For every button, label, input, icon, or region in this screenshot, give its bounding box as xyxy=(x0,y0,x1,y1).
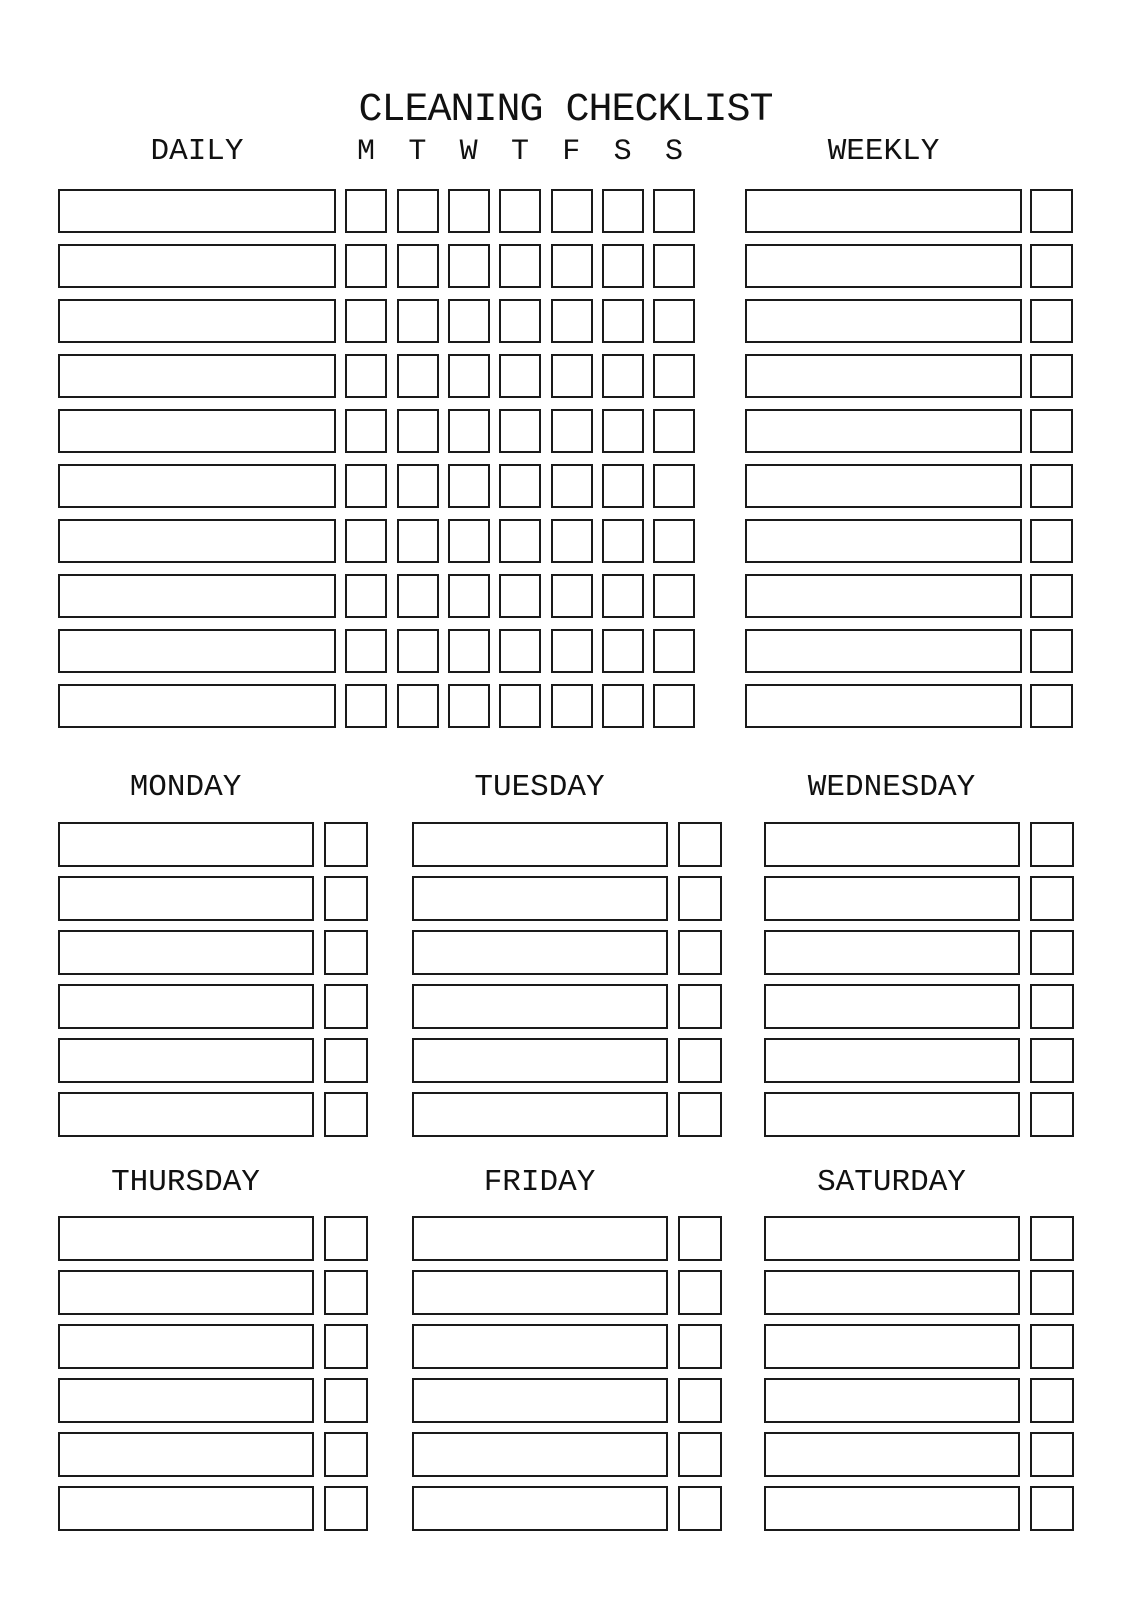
daily-checkbox[interactable] xyxy=(551,244,593,288)
daily-checkbox[interactable] xyxy=(448,354,490,398)
daily-checkbox[interactable] xyxy=(397,684,439,728)
weekly-task-input-box[interactable] xyxy=(745,684,1022,728)
daily-checkbox[interactable] xyxy=(345,519,387,563)
daily-checkbox[interactable] xyxy=(499,629,541,673)
friday-checkbox[interactable] xyxy=(678,1378,722,1423)
thursday-task-input-box[interactable] xyxy=(58,1216,314,1261)
monday-task-row xyxy=(58,1092,368,1137)
day-letter-tuesday: T xyxy=(408,135,427,169)
daily-checkbox[interactable] xyxy=(551,189,593,233)
monday-task-input-box[interactable] xyxy=(58,930,314,975)
daily-checkbox[interactable] xyxy=(448,299,490,343)
daily-checkbox[interactable] xyxy=(653,464,695,508)
wednesday-task-row xyxy=(764,1092,1074,1137)
daily-checkbox[interactable] xyxy=(602,629,644,673)
saturday-task-row xyxy=(764,1270,1074,1315)
wednesday-checkbox[interactable] xyxy=(1030,1038,1074,1083)
tuesday-task-row xyxy=(412,1092,722,1137)
saturday-task-input-box[interactable] xyxy=(764,1432,1020,1477)
daily-checkbox[interactable] xyxy=(499,354,541,398)
wednesday-task-row xyxy=(764,1038,1074,1083)
monday-task-input-box[interactable] xyxy=(58,876,314,921)
saturday-task-input-box[interactable] xyxy=(764,1324,1020,1369)
friday-task-row xyxy=(412,1432,722,1477)
weekly-task-row xyxy=(745,464,1073,508)
friday-task-row xyxy=(412,1378,722,1423)
daily-checkbox[interactable] xyxy=(499,299,541,343)
friday-task-row xyxy=(412,1270,722,1315)
daily-task-row xyxy=(58,464,695,508)
tuesday-task-input-box[interactable] xyxy=(412,876,668,921)
wednesday-task-input-box[interactable] xyxy=(764,1038,1020,1083)
weekly-checkbox[interactable] xyxy=(1030,244,1073,288)
tuesday-checkbox[interactable] xyxy=(678,822,722,867)
thursday-checkbox[interactable] xyxy=(324,1324,368,1369)
weekly-task-input-box[interactable] xyxy=(745,354,1022,398)
daily-checkbox[interactable] xyxy=(397,519,439,563)
monday-checkbox[interactable] xyxy=(324,1038,368,1083)
wednesday-task-input-box[interactable] xyxy=(764,930,1020,975)
daily-checkbox[interactable] xyxy=(653,574,695,618)
friday-task-input-box[interactable] xyxy=(412,1378,668,1423)
thursday-section-title: THURSDAY xyxy=(111,1165,260,1200)
wednesday-checkbox[interactable] xyxy=(1030,822,1074,867)
day-letter-thursday: T xyxy=(510,135,529,169)
daily-checkbox[interactable] xyxy=(653,189,695,233)
daily-checkbox[interactable] xyxy=(499,244,541,288)
saturday-checkbox[interactable] xyxy=(1030,1378,1074,1423)
wednesday-task-input-box[interactable] xyxy=(764,1092,1020,1137)
tuesday-task-row xyxy=(412,984,722,1029)
daily-checkbox[interactable] xyxy=(602,574,644,618)
daily-checkbox[interactable] xyxy=(653,354,695,398)
daily-checkbox[interactable] xyxy=(653,519,695,563)
daily-checkbox[interactable] xyxy=(499,519,541,563)
weekly-checkbox[interactable] xyxy=(1030,409,1073,453)
daily-checkbox[interactable] xyxy=(602,519,644,563)
friday-task-row xyxy=(412,1486,722,1531)
wednesday-task-list xyxy=(764,822,1074,1146)
daily-checkbox[interactable] xyxy=(397,464,439,508)
weekly-task-row xyxy=(745,519,1073,563)
monday-task-row xyxy=(58,984,368,1029)
weekly-checkbox[interactable] xyxy=(1030,189,1073,233)
saturday-task-input-box[interactable] xyxy=(764,1216,1020,1261)
daily-checkbox[interactable] xyxy=(499,684,541,728)
tuesday-checkbox[interactable] xyxy=(678,1038,722,1083)
tuesday-section-title: TUESDAY xyxy=(474,770,605,805)
daily-checkbox[interactable] xyxy=(448,574,490,618)
daily-checkbox[interactable] xyxy=(653,684,695,728)
daily-checkbox[interactable] xyxy=(448,519,490,563)
friday-checkbox[interactable] xyxy=(678,1486,722,1531)
saturday-task-row xyxy=(764,1432,1074,1477)
day-letter-friday: F xyxy=(562,135,581,169)
day-letter-saturday: S xyxy=(613,135,632,169)
friday-task-row xyxy=(412,1324,722,1369)
daily-checkbox[interactable] xyxy=(345,574,387,618)
weekly-checkbox[interactable] xyxy=(1030,629,1073,673)
wednesday-task-input-box[interactable] xyxy=(764,984,1020,1029)
daily-checkbox[interactable] xyxy=(345,684,387,728)
thursday-checkbox[interactable] xyxy=(324,1270,368,1315)
friday-task-list xyxy=(412,1216,722,1540)
saturday-task-list xyxy=(764,1216,1074,1540)
daily-task-list xyxy=(58,189,695,739)
daily-task-row xyxy=(58,189,695,233)
weekly-task-input-box[interactable] xyxy=(745,574,1022,618)
day-letter-sunday: S xyxy=(664,135,683,169)
daily-checkbox[interactable] xyxy=(448,629,490,673)
daily-task-row xyxy=(58,629,695,673)
thursday-task-row xyxy=(58,1270,368,1315)
friday-task-input-box[interactable] xyxy=(412,1324,668,1369)
saturday-task-input-box[interactable] xyxy=(764,1378,1020,1423)
weekly-task-input-box[interactable] xyxy=(745,299,1022,343)
daily-checkbox[interactable] xyxy=(397,629,439,673)
page-title: CLEANING CHECKLIST xyxy=(358,87,773,133)
daily-task-input-box[interactable] xyxy=(58,244,336,288)
daily-checkbox[interactable] xyxy=(345,629,387,673)
daily-checkbox[interactable] xyxy=(448,684,490,728)
daily-checkbox[interactable] xyxy=(397,574,439,618)
daily-checkbox[interactable] xyxy=(345,354,387,398)
daily-checkbox[interactable] xyxy=(602,244,644,288)
monday-checkbox[interactable] xyxy=(324,822,368,867)
daily-checkbox[interactable] xyxy=(551,464,593,508)
weekly-checkbox[interactable] xyxy=(1030,299,1073,343)
tuesday-checkbox[interactable] xyxy=(678,1092,722,1137)
thursday-task-input-box[interactable] xyxy=(58,1432,314,1477)
tuesday-task-row xyxy=(412,876,722,921)
daily-task-input-box[interactable] xyxy=(58,299,336,343)
saturday-task-row xyxy=(764,1216,1074,1261)
daily-task-row xyxy=(58,574,695,618)
monday-task-row xyxy=(58,1038,368,1083)
tuesday-task-input-box[interactable] xyxy=(412,1038,668,1083)
thursday-task-row xyxy=(58,1432,368,1477)
daily-task-input-box[interactable] xyxy=(58,409,336,453)
tuesday-checkbox[interactable] xyxy=(678,930,722,975)
tuesday-task-row xyxy=(412,822,722,867)
daily-checkbox[interactable] xyxy=(499,464,541,508)
weekly-task-row xyxy=(745,189,1073,233)
daily-checkbox[interactable] xyxy=(397,409,439,453)
daily-checkbox[interactable] xyxy=(499,189,541,233)
daily-checkbox[interactable] xyxy=(551,519,593,563)
thursday-task-row xyxy=(58,1378,368,1423)
daily-checkbox[interactable] xyxy=(345,244,387,288)
wednesday-checkbox[interactable] xyxy=(1030,876,1074,921)
monday-task-input-box[interactable] xyxy=(58,822,314,867)
saturday-checkbox[interactable] xyxy=(1030,1216,1074,1261)
tuesday-task-input-box[interactable] xyxy=(412,984,668,1029)
daily-checkbox[interactable] xyxy=(602,409,644,453)
thursday-checkbox[interactable] xyxy=(324,1432,368,1477)
friday-checkbox[interactable] xyxy=(678,1324,722,1369)
weekly-checkbox[interactable] xyxy=(1030,519,1073,563)
tuesday-task-row xyxy=(412,930,722,975)
wednesday-checkbox[interactable] xyxy=(1030,1092,1074,1137)
weekly-task-input-box[interactable] xyxy=(745,629,1022,673)
weekly-task-row xyxy=(745,684,1073,728)
friday-checkbox[interactable] xyxy=(678,1270,722,1315)
daily-task-input-box[interactable] xyxy=(58,574,336,618)
daily-checkbox[interactable] xyxy=(448,189,490,233)
tuesday-task-input-box[interactable] xyxy=(412,1092,668,1137)
daily-checkbox[interactable] xyxy=(345,464,387,508)
weekly-task-input-box[interactable] xyxy=(745,464,1022,508)
thursday-task-list xyxy=(58,1216,368,1540)
weekly-task-input-box[interactable] xyxy=(745,409,1022,453)
daily-task-row xyxy=(58,354,695,398)
friday-task-input-box[interactable] xyxy=(412,1432,668,1477)
daily-checkbox[interactable] xyxy=(345,299,387,343)
tuesday-task-input-box[interactable] xyxy=(412,822,668,867)
weekly-checkbox[interactable] xyxy=(1030,354,1073,398)
day-letter-monday: M xyxy=(356,135,375,169)
daily-checkbox[interactable] xyxy=(602,354,644,398)
daily-checkbox[interactable] xyxy=(551,629,593,673)
thursday-task-row xyxy=(58,1324,368,1369)
weekly-task-input-box[interactable] xyxy=(745,189,1022,233)
friday-checkbox[interactable] xyxy=(678,1432,722,1477)
weekly-checkbox[interactable] xyxy=(1030,684,1073,728)
daily-checkbox[interactable] xyxy=(448,409,490,453)
daily-checkbox[interactable] xyxy=(345,189,387,233)
daily-checkbox[interactable] xyxy=(551,354,593,398)
thursday-task-input-box[interactable] xyxy=(58,1270,314,1315)
daily-day-letter-headers xyxy=(345,136,695,168)
daily-checkbox[interactable] xyxy=(602,189,644,233)
daily-task-row xyxy=(58,409,695,453)
thursday-checkbox[interactable] xyxy=(324,1216,368,1261)
daily-checkbox[interactable] xyxy=(653,244,695,288)
daily-checkbox[interactable] xyxy=(345,409,387,453)
thursday-checkbox[interactable] xyxy=(324,1378,368,1423)
daily-checkbox[interactable] xyxy=(653,629,695,673)
wednesday-task-input-box[interactable] xyxy=(764,822,1020,867)
weekly-task-row xyxy=(745,629,1073,673)
day-letter-wednesday: W xyxy=(459,135,478,169)
monday-task-row xyxy=(58,822,368,867)
daily-checkbox[interactable] xyxy=(397,354,439,398)
daily-checkbox[interactable] xyxy=(602,684,644,728)
friday-task-input-box[interactable] xyxy=(412,1486,668,1531)
thursday-task-input-box[interactable] xyxy=(58,1324,314,1369)
daily-checkbox[interactable] xyxy=(551,684,593,728)
daily-task-input-box[interactable] xyxy=(58,354,336,398)
daily-checkbox[interactable] xyxy=(499,574,541,618)
daily-task-input-box[interactable] xyxy=(58,684,336,728)
tuesday-checkbox[interactable] xyxy=(678,876,722,921)
saturday-task-row xyxy=(764,1378,1074,1423)
weekly-task-row xyxy=(745,354,1073,398)
thursday-task-row xyxy=(58,1216,368,1261)
daily-checkbox[interactable] xyxy=(448,464,490,508)
daily-task-input-box[interactable] xyxy=(58,464,336,508)
daily-task-row xyxy=(58,519,695,563)
friday-task-input-box[interactable] xyxy=(412,1216,668,1261)
friday-task-row xyxy=(412,1216,722,1261)
daily-task-row xyxy=(58,299,695,343)
wednesday-section-title: WEDNESDAY xyxy=(807,770,976,805)
daily-task-row xyxy=(58,244,695,288)
daily-checkbox[interactable] xyxy=(448,244,490,288)
monday-checkbox[interactable] xyxy=(324,876,368,921)
daily-checkbox[interactable] xyxy=(397,189,439,233)
monday-task-input-box[interactable] xyxy=(58,1092,314,1137)
weekly-task-list xyxy=(745,189,1073,739)
saturday-task-input-box[interactable] xyxy=(764,1486,1020,1531)
monday-task-input-box[interactable] xyxy=(58,984,314,1029)
weekly-task-row xyxy=(745,409,1073,453)
wednesday-task-row xyxy=(764,822,1074,867)
daily-checkbox[interactable] xyxy=(397,299,439,343)
monday-task-list xyxy=(58,822,368,1146)
weekly-checkbox[interactable] xyxy=(1030,574,1073,618)
wednesday-task-row xyxy=(764,984,1074,1029)
thursday-task-row xyxy=(58,1486,368,1531)
weekly-task-input-box[interactable] xyxy=(745,519,1022,563)
saturday-section-title: SATURDAY xyxy=(817,1165,966,1200)
daily-task-row xyxy=(58,684,695,728)
daily-checkbox[interactable] xyxy=(397,244,439,288)
wednesday-task-row xyxy=(764,876,1074,921)
monday-checkbox[interactable] xyxy=(324,984,368,1029)
tuesday-task-list xyxy=(412,822,722,1146)
wednesday-task-row xyxy=(764,930,1074,975)
monday-task-row xyxy=(58,930,368,975)
friday-checkbox[interactable] xyxy=(678,1216,722,1261)
monday-task-input-box[interactable] xyxy=(58,1038,314,1083)
daily-task-input-box[interactable] xyxy=(58,189,336,233)
daily-checkbox[interactable] xyxy=(602,464,644,508)
saturday-checkbox[interactable] xyxy=(1030,1486,1074,1531)
monday-task-row xyxy=(58,876,368,921)
monday-section-title: MONDAY xyxy=(129,770,242,805)
saturday-task-row xyxy=(764,1486,1074,1531)
daily-checkbox[interactable] xyxy=(551,299,593,343)
daily-checkbox[interactable] xyxy=(653,409,695,453)
weekly-task-row xyxy=(745,574,1073,618)
saturday-checkbox[interactable] xyxy=(1030,1270,1074,1315)
weekly-task-row xyxy=(745,244,1073,288)
weekly-checkbox[interactable] xyxy=(1030,464,1073,508)
saturday-task-row xyxy=(764,1324,1074,1369)
daily-checkbox[interactable] xyxy=(551,409,593,453)
tuesday-checkbox[interactable] xyxy=(678,984,722,1029)
monday-checkbox[interactable] xyxy=(324,930,368,975)
tuesday-task-input-box[interactable] xyxy=(412,930,668,975)
friday-section-title: FRIDAY xyxy=(483,1165,596,1200)
wednesday-checkbox[interactable] xyxy=(1030,984,1074,1029)
monday-checkbox[interactable] xyxy=(324,1092,368,1137)
thursday-task-input-box[interactable] xyxy=(58,1486,314,1531)
tuesday-task-row xyxy=(412,1038,722,1083)
saturday-task-input-box[interactable] xyxy=(764,1270,1020,1315)
weekly-task-row xyxy=(745,299,1073,343)
daily-section-title: DAILY xyxy=(150,134,244,169)
weekly-task-input-box[interactable] xyxy=(745,244,1022,288)
daily-checkbox[interactable] xyxy=(602,299,644,343)
thursday-checkbox[interactable] xyxy=(324,1486,368,1531)
saturday-checkbox[interactable] xyxy=(1030,1432,1074,1477)
daily-checkbox[interactable] xyxy=(551,574,593,618)
thursday-task-input-box[interactable] xyxy=(58,1378,314,1423)
daily-checkbox[interactable] xyxy=(653,299,695,343)
wednesday-checkbox[interactable] xyxy=(1030,930,1074,975)
daily-checkbox[interactable] xyxy=(499,409,541,453)
wednesday-task-input-box[interactable] xyxy=(764,876,1020,921)
friday-task-input-box[interactable] xyxy=(412,1270,668,1315)
daily-task-input-box[interactable] xyxy=(58,629,336,673)
saturday-checkbox[interactable] xyxy=(1030,1324,1074,1369)
daily-task-input-box[interactable] xyxy=(58,519,336,563)
weekly-section-title: WEEKLY xyxy=(827,134,940,169)
